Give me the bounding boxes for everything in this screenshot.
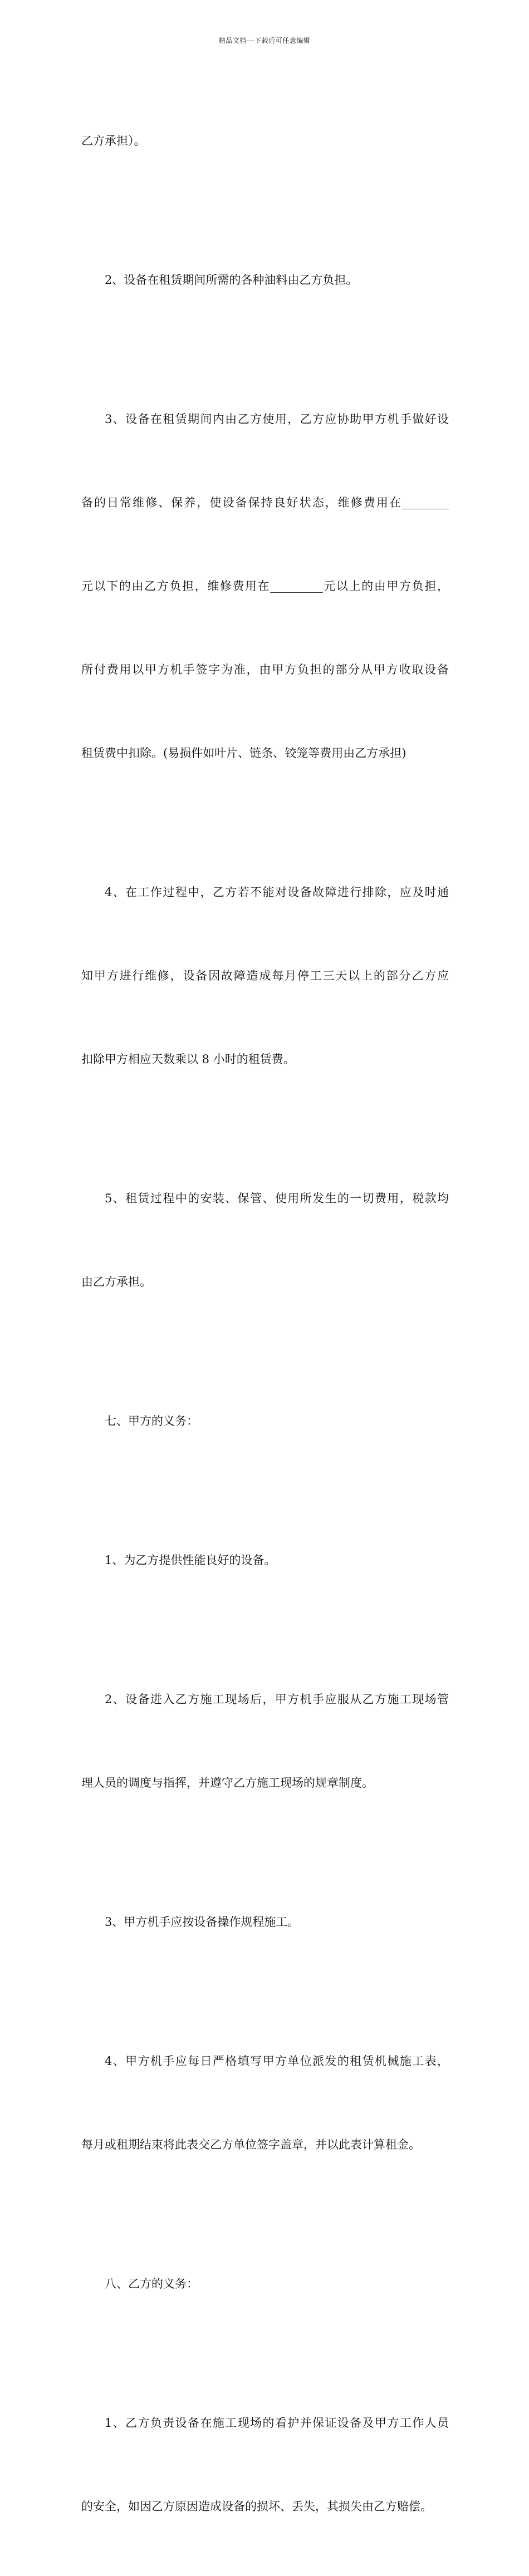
text-line: 租赁费中扣除。(易损件如叶片、链条、铰笼等费用由乙方承担): [81, 746, 406, 760]
text-line: 每月或租期结束将此表交乙方单位签字盖章，并以此表计算租金。: [81, 2138, 420, 2151]
text-line: 3、甲方机手应按设备操作规程施工。: [105, 1915, 300, 1929]
text-line: 2、设备进入乙方施工现场后，甲方机手应服从乙方施工现场管: [105, 1693, 449, 1706]
paragraph-clause-5: [81, 1129, 449, 1351]
section-heading-seven: [81, 1351, 449, 1491]
text-line: 乙方承担）。: [81, 134, 146, 148]
text-line: 3、设备在租赁期间内由乙方使用，乙方应协助甲方机手做好设: [105, 412, 449, 426]
text-line: 4、在工作过程中，乙方若不能对设备故障进行排除，应及时通: [105, 886, 449, 899]
paragraph-clause-3: [81, 350, 449, 823]
text-line: 元以下的由乙方负担，维修费用在_________元以上的由甲方负担，: [81, 579, 449, 593]
paragraph-continuation: [81, 71, 449, 210]
heading-text: 八、乙方的义务：: [105, 2277, 198, 2290]
text-line: 1、为乙方提供性能良好的设备。: [105, 1554, 276, 1567]
text-line: 知甲方进行维修，设备因故障造成每月停工三天以上的部分乙方应: [81, 969, 449, 982]
text-line: 5、租赁过程中的安装、保管、使用所发生的一切费用，税款均: [105, 1192, 449, 1205]
paragraph-clause-2: [81, 210, 449, 350]
text-line: 由乙方承担。: [81, 1275, 151, 1289]
text-line: 扣除甲方相应天数乘以 8 小时的租赁费。: [81, 1053, 295, 1066]
paragraph-party-b-1: [81, 2353, 449, 2576]
paragraph-party-a-1: [81, 1491, 449, 1630]
text-line: 4、甲方机手应每日严格填写甲方单位派发的租赁机械施工表，: [105, 2054, 449, 2068]
text-line: 理人员的调度与指挥，并遵守乙方施工现场的规章制度。: [81, 1776, 374, 1790]
page-header: 精品文档---下载后可任意编辑: [218, 37, 311, 45]
paragraph-party-a-4: [81, 1992, 449, 2214]
section-heading-eight: [81, 2214, 449, 2353]
text-line: 1、乙方负责设备在施工现场的看护并保证设备及甲方工作人员: [105, 2416, 449, 2430]
text-line: 2、设备在租赁期间所需的各种油料由乙方负担。: [105, 273, 358, 287]
text-line: 备的日常维修、保养，使设备保持良好状态，维修费用在________: [81, 496, 449, 509]
paragraph-clause-4: [81, 823, 449, 1129]
heading-text: 七、甲方的义务：: [105, 1414, 198, 1428]
paragraph-party-a-2: [81, 1630, 449, 1852]
text-line: 的安全，如因乙方原因造成设备的损坏、丢失，其损失由乙方赔偿。: [81, 2500, 432, 2513]
paragraph-party-a-3: [81, 1852, 449, 1992]
document-body: [81, 71, 449, 2576]
text-line: 所付费用以甲方机手签字为准，由甲方负担的部分从甲方收取设备: [81, 663, 449, 676]
